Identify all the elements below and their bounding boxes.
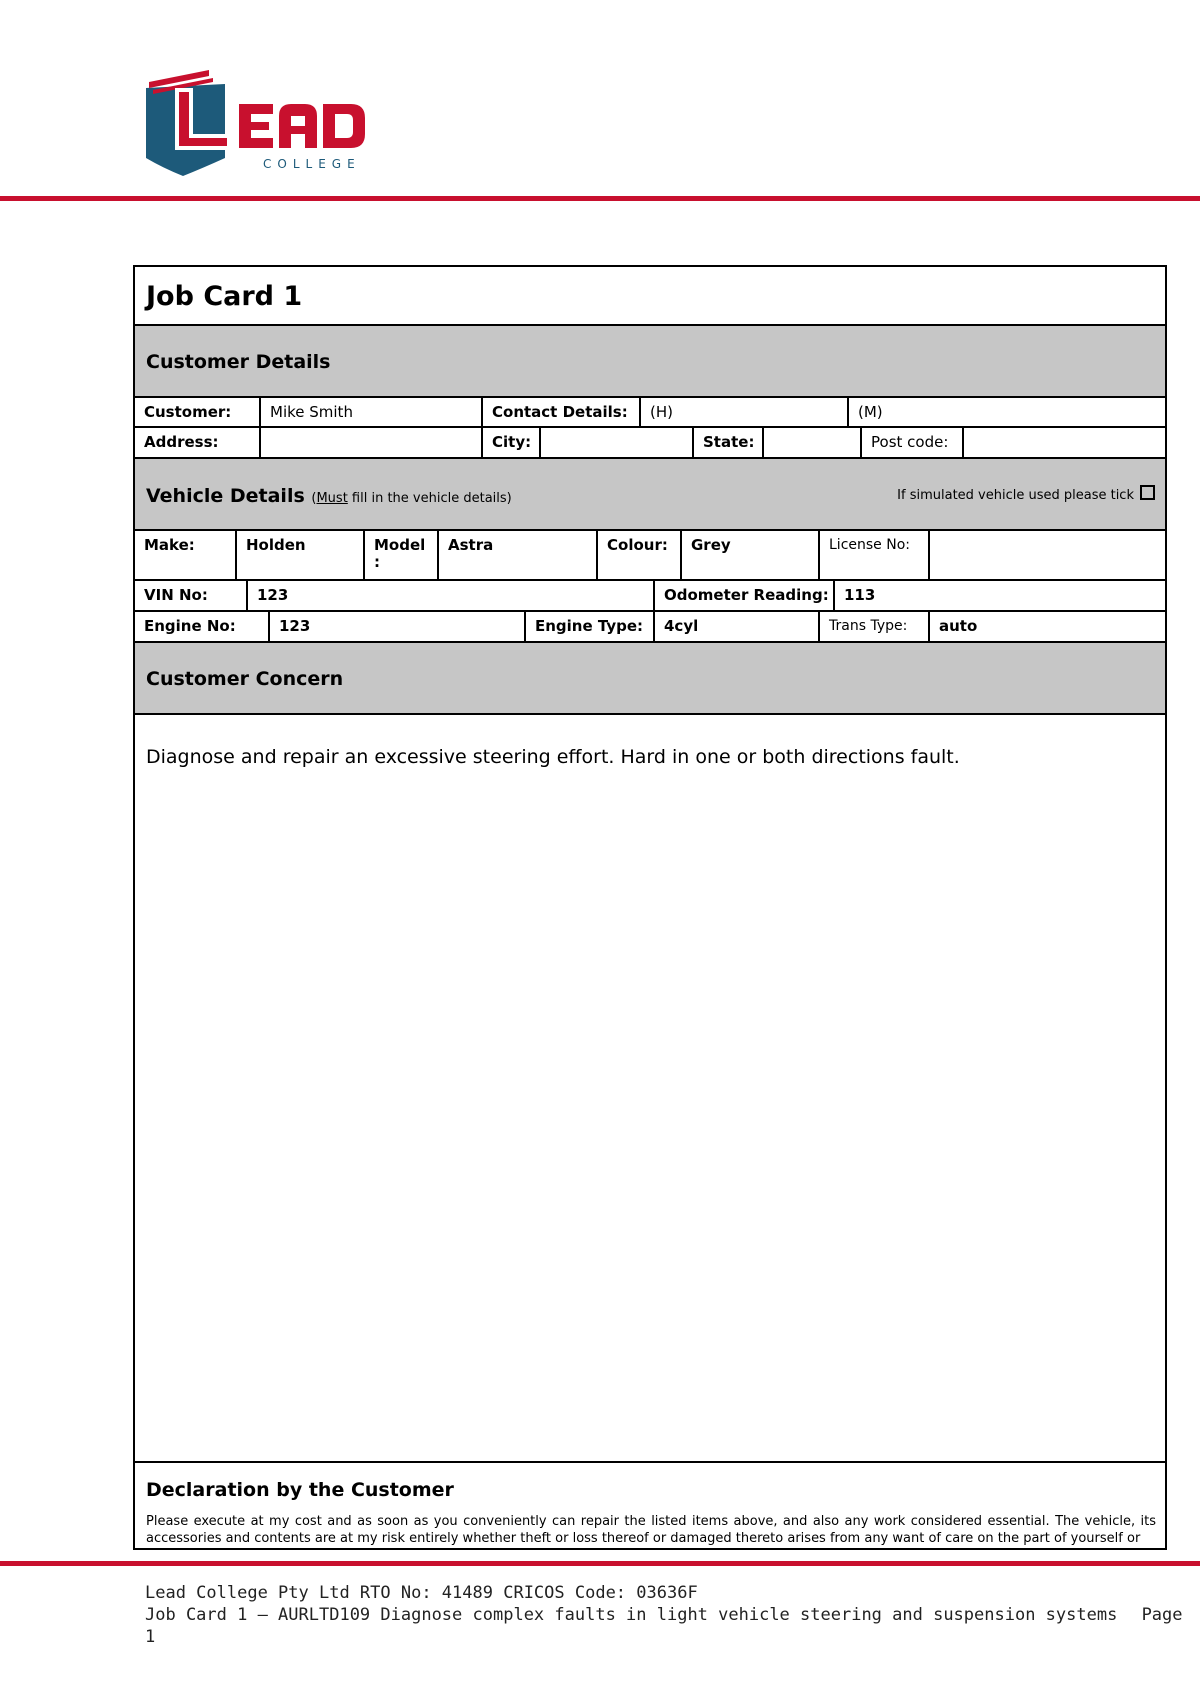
header-rule — [0, 196, 1200, 201]
customer-concern-header — [135, 643, 1165, 715]
address-field[interactable] — [261, 428, 483, 457]
customer-details-header — [135, 326, 1165, 398]
page-title: Job Card 1 — [146, 281, 303, 312]
engine-type-field[interactable]: 4cyl — [655, 612, 820, 641]
engine-no-field[interactable]: 123 — [270, 612, 526, 641]
odometer-field[interactable]: 113 — [844, 586, 876, 604]
license-label: License No: — [820, 531, 930, 579]
simulated-checkbox[interactable] — [1140, 485, 1155, 500]
page-footer — [145, 1582, 1200, 1648]
model-label: Model : — [365, 531, 439, 579]
customer-label: Customer: — [135, 398, 261, 426]
title-row — [135, 267, 1165, 326]
simulated-vehicle-text: If simulated vehicle used please tick — [897, 488, 1134, 503]
postcode-field[interactable] — [964, 428, 1165, 457]
vin-row — [135, 581, 1165, 612]
vehicle-details-title — [146, 485, 512, 507]
page-number: Page 1 — [145, 1605, 1183, 1647]
concern-text[interactable]: Diagnose and repair an excessive steering effort. Hard in one or both directions fault. — [146, 746, 960, 768]
footer-line-2 — [145, 1604, 1200, 1648]
vehicle-details-header — [135, 459, 1165, 531]
make-row — [135, 531, 1165, 581]
vin-label: VIN No: — [135, 581, 248, 610]
vehicle-details-heading: Vehicle Details — [146, 485, 305, 507]
license-field[interactable] — [930, 531, 1165, 579]
trans-type-field[interactable]: auto — [939, 617, 978, 635]
customer-field[interactable]: Mike Smith — [261, 398, 483, 426]
engine-type-label: Engine Type: — [526, 612, 655, 641]
customer-details-title: Customer Details — [146, 351, 331, 373]
job-card — [133, 265, 1167, 1550]
footer-course: Job Card 1 – AURLTD109 Diagnose complex faults in light vehicle steering and suspension systems — [145, 1605, 1118, 1625]
trans-type-label: Trans Type: — [820, 612, 930, 641]
contact-label: Contact Details: — [483, 398, 641, 426]
engine-no-label: Engine No: — [135, 612, 270, 641]
vin-field[interactable]: 123 — [248, 581, 655, 610]
lead-college-logo — [143, 70, 393, 176]
declaration-title: Declaration by the Customer — [146, 1479, 454, 1501]
state-label: State: — [694, 428, 764, 457]
state-field[interactable] — [764, 428, 862, 457]
declaration-divider — [135, 1461, 1165, 1463]
engine-row — [135, 612, 1165, 643]
make-field[interactable]: Holden — [237, 531, 365, 579]
note-open: ( — [311, 491, 317, 506]
declaration-text: Please execute at my cost and as soon as you conveniently can repair the listed items above, and also any work considered essential. The vehicle, its accessories and contents are at my risk entirely whether theft or loss thereof or damaged thereto arises from any want of care on the part of yourself or — [146, 1514, 1156, 1546]
colour-label: Colour: — [598, 531, 682, 579]
make-label: Make: — [135, 531, 237, 579]
footer-line-1: Lead College Pty Ltd RTO No: 41489 CRICOS Code: 03636F — [145, 1583, 698, 1603]
contact-mobile-field[interactable]: (M) — [858, 403, 883, 421]
model-field[interactable]: Astra — [439, 531, 598, 579]
postcode-label: Post code: — [862, 428, 964, 457]
city-field[interactable] — [541, 428, 694, 457]
footer-rule — [0, 1561, 1200, 1566]
address-label: Address: — [135, 428, 261, 457]
address-row — [135, 428, 1165, 459]
customer-row — [135, 398, 1165, 428]
city-label: City: — [483, 428, 541, 457]
note-rest: fill in the vehicle details) — [347, 491, 512, 506]
simulated-vehicle-note — [897, 485, 1155, 503]
logo-subtext: COLLEGE — [263, 157, 361, 171]
colour-field[interactable]: Grey — [682, 531, 820, 579]
note-must: Must — [316, 491, 348, 506]
customer-concern-title: Customer Concern — [146, 668, 344, 690]
contact-home-field[interactable]: (H) — [641, 398, 849, 426]
odometer-label: Odometer Reading: — [655, 581, 835, 610]
